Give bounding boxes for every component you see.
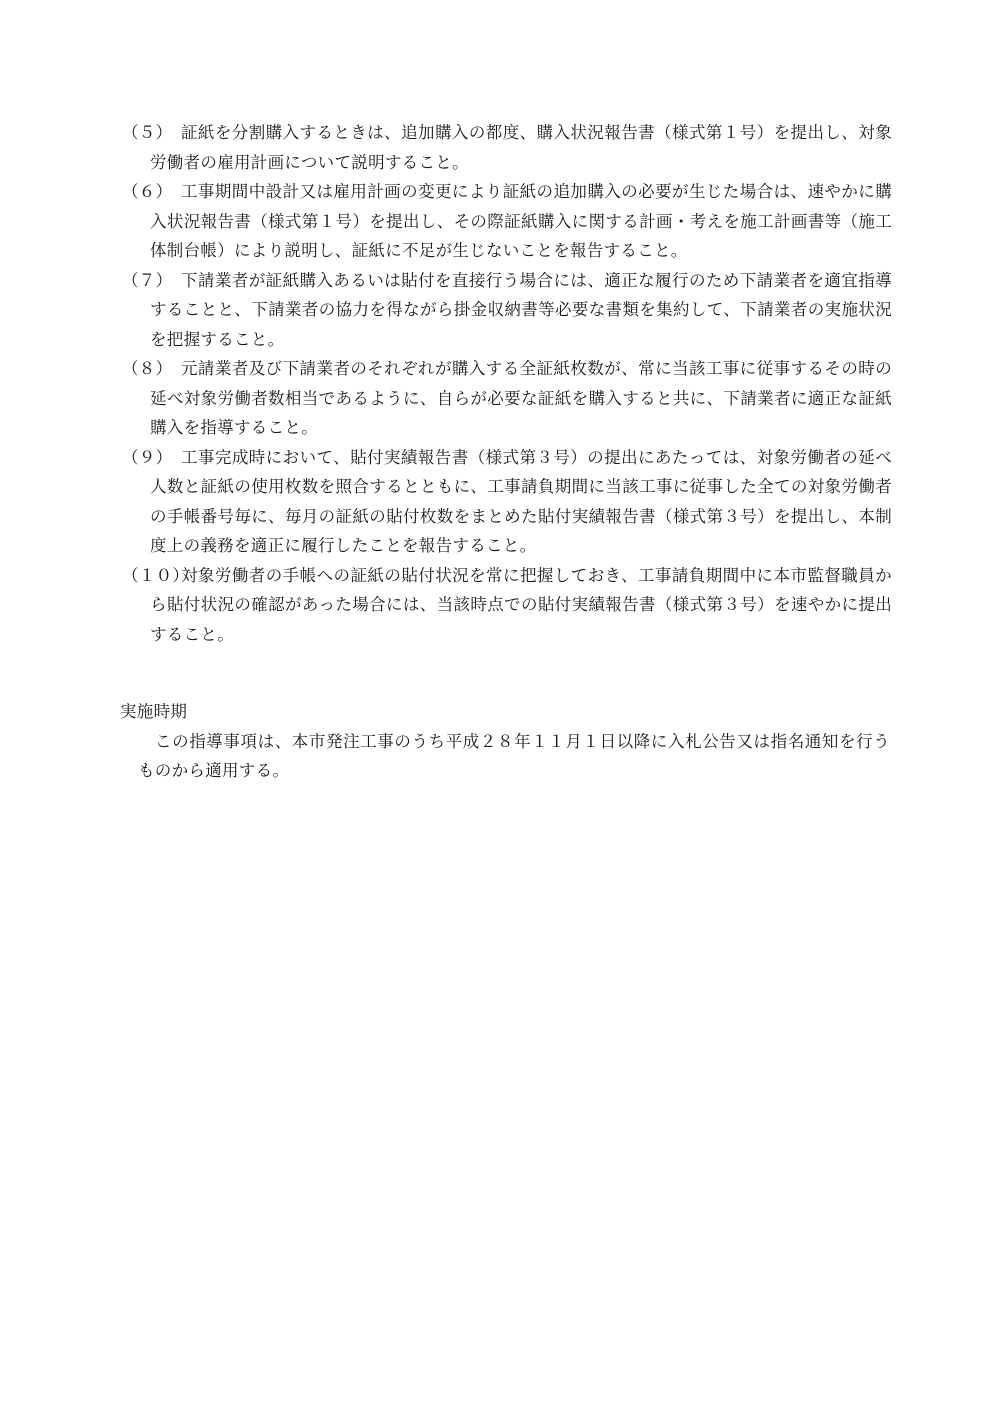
item-number: （６） <box>122 182 173 201</box>
guidance-item <box>122 561 892 650</box>
guidance-item <box>122 266 892 355</box>
guidance-item <box>122 443 892 561</box>
item-text: 証紙を分割購入するときは、追加購入の都度、購入状況報告書（様式第１号）を提出し、対象労働者の雇用計画について説明すること。 <box>150 123 892 172</box>
section-body: この指導事項は、本市発注工事のうち平成２８年１１月１日以降に入札公告又は指名通知を行うものから適用する。 <box>138 731 890 780</box>
guidance-item <box>122 118 892 177</box>
item-text: 対象労働者の手帳への証紙の貼付状況を常に把握しておき、工事請負期間中に本市監督職員から貼付状況の確認があった場合には、当該時点での貼付実績報告書（様式第３号）を速やかに提出すること。 <box>150 565 892 644</box>
guidance-item-list <box>122 118 892 649</box>
item-number: （５） <box>122 123 173 142</box>
item-text: 元請業者及び下請業者のそれぞれが購入する全証紙枚数が、常に当該工事に従事するその時の延べ対象労働者数相当であるように、自らが必要な証紙を購入すると共に、下請業者に適正な証紙購入を指導すること。 <box>150 359 892 437</box>
item-text: 工事期間中設計又は雇用計画の変更により証紙の追加購入の必要が生じた場合は、速やかに購入状況報告書（様式第１号）を提出し、その際証紙購入に関する計画・考えを施工計画書等（施工体制台帳）により説明し、証紙に不足が生じないことを報告すること。 <box>150 182 892 260</box>
item-text: 工事完成時において、貼付実績報告書（様式第３号）の提出にあたっては、対象労働者の延べ人数と証紙の使用枚数を照合するとともに、工事請負期間に当該工事に従事した全ての対象労働者の手帳番号毎に、毎月の証紙の貼付枚数をまとめた貼付実績報告書（様式第３号）を提出し、本制度上の義務を適正に履行したことを報告すること。 <box>150 447 892 555</box>
guidance-item <box>122 177 892 266</box>
implementation-section <box>120 697 890 786</box>
section-heading: 実施時期 <box>120 702 188 721</box>
item-number: （１０） <box>122 565 190 585</box>
item-number: （９） <box>122 447 173 467</box>
guidance-item <box>122 354 892 443</box>
item-number: （７） <box>122 270 173 290</box>
item-number: （８） <box>122 359 173 378</box>
item-text: 下請業者が証紙購入あるいは貼付を直接行う場合には、適正な履行のため下請業者を適宜指導することと、下請業者の協力を得ながら掛金収納書等必要な書類を集約して、下請業者の実施状況を把握すること。 <box>150 270 892 349</box>
